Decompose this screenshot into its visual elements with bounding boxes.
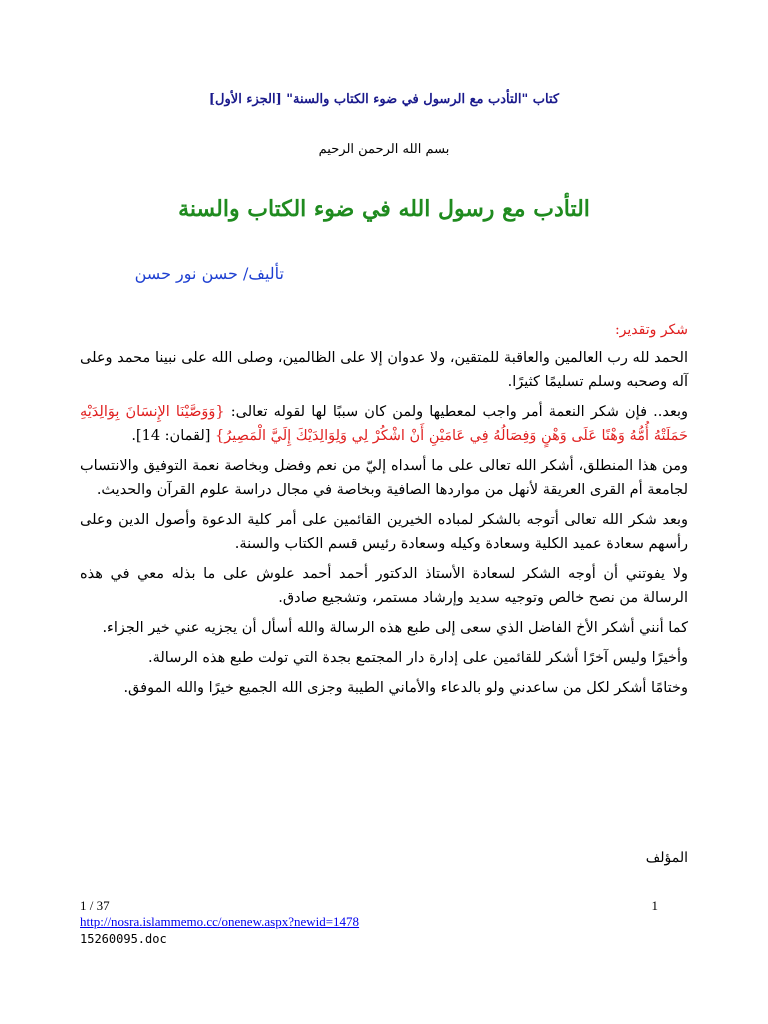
paragraph-6: كما أنني أشكر الأخ الفاضل الذي سعى إلى طبع هذه الرسالة والله أسأل أن يجزيه عني خير الجزاء. (102, 620, 688, 636)
page-number: 1 (651, 898, 658, 913)
quran-reference: [لقمان: 14]. (131, 428, 216, 444)
book-header-title: كتاب "التأدب مع الرسول في ضوء الكتاب والسنة" [الجزء الأول] (208, 92, 560, 107)
paragraph-7: وأخيرًا وليس آخرًا أشكر للقائمين على إدارة دار المجتمع بجدة التي تولت طبع هذه الرسالة. (147, 650, 688, 666)
paragraph-3: ومن هذا المنطلق، أشكر الله تعالى على ما أسداه إليّ من نعم وفضل وبخاصة نعمة التوفيق والانتساب لجامعة أم القرى العريقة لأنهل من مواردها الصافية وبخاصة في مجال دراسة علوم القرآن والحديث. (80, 458, 688, 498)
page-count: 1 / 37 (80, 898, 110, 913)
paragraph-5: ولا يفوتني أن أوجه الشكر لسعادة الأستاذ الدكتور أحمد أحمد علوش على ما بذله معي في هذه الرسالة من نصح خالص وتوجيه سديد وإرشاد مستمر، وتشجيع صادق. (80, 566, 688, 606)
basmala: بسم الله الرحمن الرحيم (318, 142, 450, 157)
file-name: 15260095.doc (80, 932, 167, 946)
author-signature: المؤلف (645, 850, 688, 866)
author-line: تأليف/ حسن نور حسن (134, 264, 284, 283)
paragraph-1: الحمد لله رب العالمين والعاقبة للمتقين، ولا عدوان إلا على الظالمين، وصلى الله على نبينا محمد وعلى آله وصحبه وسلم تسليمًا كثيرًا. (80, 350, 688, 390)
quran-verse: {وَوَصَّيْنَا الإِنسَانَ بِوَالِدَيْهِ حَمَلَتْهُ أُمُّهُ وَهْنًا عَلَى وَهْنٍ وَفِصَالُهُ فِي عَامَيْنِ أَنْ اشْكُرْ لِي وَلِوَالِدَيْكَ إِلَيَّ الْمَصِيرُ} (80, 404, 688, 444)
paragraph-4: وبعد شكر الله تعالى أتوجه بالشكر لمباده الخيرين القائمين على أمر كلية الدعوة وأصول الدين وعلى رأسهم سعادة عميد الكلية وسعادة وكيله وسعادة رئيس قسم الكتاب والسنة. (80, 512, 688, 552)
paragraph-8: وختامًا أشكر لكل من ساعدني ولو بالدعاء والأماني الطيبة وجزى الله الجميع خيرًا والله الموفق. (123, 680, 688, 696)
acknowledgement-body (80, 346, 688, 700)
acknowledgement-heading: شكر وتقدير: (614, 322, 688, 338)
paragraph-2 (80, 400, 688, 448)
source-link[interactable]: http://nosra.islammemo.cc/onenew.aspx?newid=1478 (80, 914, 360, 929)
paragraph-2-intro: وبعد.. فإن شكر النعمة أمر واجب لمعطيها ولمن كان سببًا لها لقوله تعالى: (224, 404, 688, 420)
main-title: التأدب مع رسول الله في ضوء الكتاب والسنة (178, 196, 590, 222)
